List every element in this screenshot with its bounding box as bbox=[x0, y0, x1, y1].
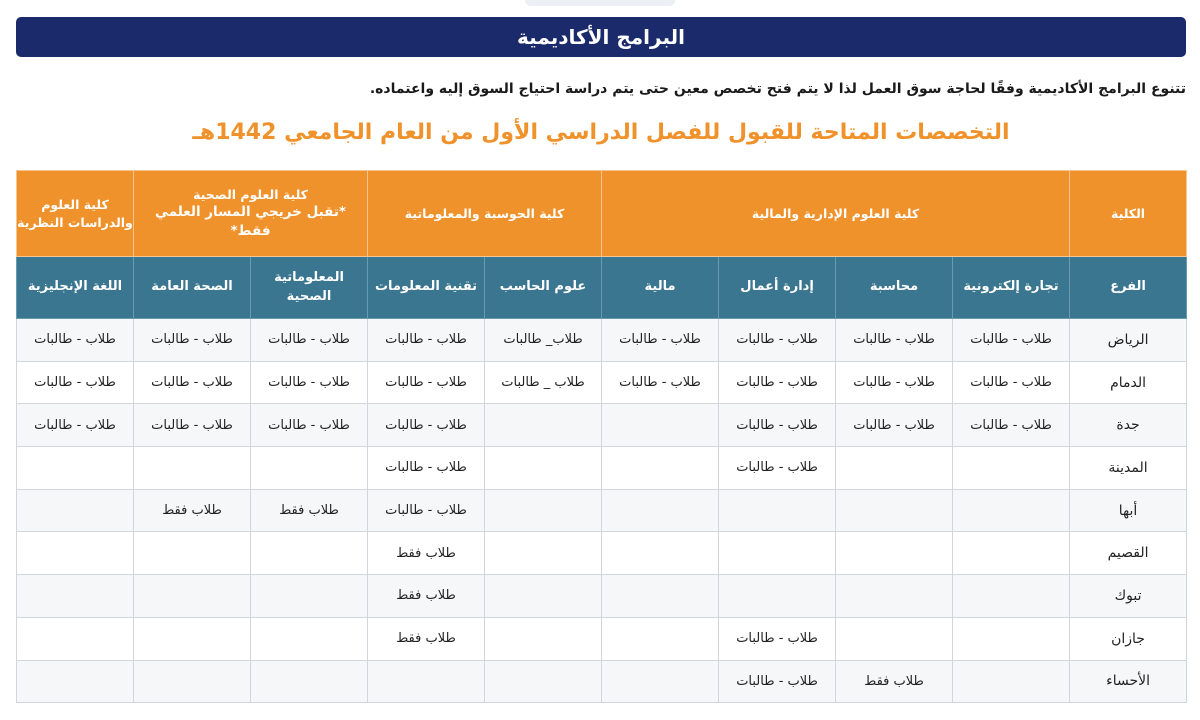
availability-cell: طلاب فقط bbox=[368, 575, 485, 618]
availability-cell bbox=[17, 617, 134, 660]
availability-cell: طلاب - طالبات bbox=[719, 404, 836, 447]
major-header: علوم الحاسب bbox=[485, 257, 602, 319]
page-title: البرامج الأكاديمية bbox=[517, 25, 685, 49]
availability-cell bbox=[17, 532, 134, 575]
availability-cell: طلاب - طالبات bbox=[719, 447, 836, 490]
programs-table-body bbox=[17, 319, 1187, 703]
availability-cell bbox=[719, 489, 836, 532]
availability-cell bbox=[953, 489, 1070, 532]
availability-cell: طلاب - طالبات bbox=[134, 361, 251, 404]
table-row bbox=[17, 489, 1187, 532]
availability-cell bbox=[602, 447, 719, 490]
availability-cell bbox=[134, 575, 251, 618]
availability-cell: طلاب _ طالبات bbox=[485, 361, 602, 404]
availability-cell: طلاب - طالبات bbox=[953, 361, 1070, 404]
availability-cell: طلاب - طالبات bbox=[602, 319, 719, 362]
availability-cell: طلاب فقط bbox=[368, 617, 485, 660]
availability-cell: طلاب - طالبات bbox=[368, 319, 485, 362]
branch-city-cell: تبوك bbox=[1070, 575, 1187, 618]
availability-cell: طلاب - طالبات bbox=[602, 361, 719, 404]
table-row bbox=[17, 617, 1187, 660]
major-header: محاسبة bbox=[836, 257, 953, 319]
table-row bbox=[17, 447, 1187, 490]
major-header: اللغة الإنجليزية bbox=[17, 257, 134, 319]
availability-cell bbox=[836, 447, 953, 490]
availability-cell bbox=[251, 575, 368, 618]
availability-cell: طلاب - طالبات bbox=[251, 404, 368, 447]
availability-cell bbox=[251, 532, 368, 575]
availability-cell: طلاب - طالبات bbox=[953, 404, 1070, 447]
availability-cell bbox=[485, 660, 602, 703]
availability-cell bbox=[485, 489, 602, 532]
availability-cell: طلاب - طالبات bbox=[836, 361, 953, 404]
availability-cell bbox=[719, 575, 836, 618]
college-header-admin-finance: كلية العلوم الإدارية والمالية bbox=[602, 171, 1070, 257]
major-header: تجارة إلكترونية bbox=[953, 257, 1070, 319]
availability-cell bbox=[485, 575, 602, 618]
college-header-health bbox=[134, 171, 368, 257]
availability-cell bbox=[17, 489, 134, 532]
major-header: إدارة أعمال bbox=[719, 257, 836, 319]
major-header: المعلوماتية الصحية bbox=[251, 257, 368, 319]
table-row bbox=[17, 404, 1187, 447]
availability-cell bbox=[368, 660, 485, 703]
branch-city-cell: جدة bbox=[1070, 404, 1187, 447]
section-heading: التخصصات المتاحة للقبول للفصل الدراسي الأول من العام الجامعي 1442هـ bbox=[192, 120, 1010, 145]
availability-cell bbox=[251, 617, 368, 660]
college-name-health: كلية العلوم الصحية bbox=[193, 186, 308, 202]
availability-cell bbox=[17, 575, 134, 618]
availability-cell: طلاب_ طالبات bbox=[485, 319, 602, 362]
availability-cell: طلاب - طالبات bbox=[368, 361, 485, 404]
availability-cell: طلاب - طالبات bbox=[368, 447, 485, 490]
college-column-header: الكلية bbox=[1070, 171, 1187, 257]
availability-cell bbox=[836, 617, 953, 660]
availability-cell bbox=[602, 660, 719, 703]
availability-cell bbox=[602, 617, 719, 660]
availability-cell bbox=[251, 660, 368, 703]
top-notch-decoration bbox=[525, 0, 675, 6]
branch-column-header: الفرع bbox=[1070, 257, 1187, 319]
availability-cell bbox=[602, 575, 719, 618]
availability-cell: طلاب - طالبات bbox=[719, 617, 836, 660]
availability-cell bbox=[953, 532, 1070, 575]
availability-cell: طلاب - طالبات bbox=[134, 404, 251, 447]
availability-cell: طلاب - طالبات bbox=[836, 404, 953, 447]
availability-cell bbox=[602, 532, 719, 575]
college-header-science-theory: كلية العلوم والدراسات النظرية bbox=[17, 171, 134, 257]
availability-cell bbox=[836, 532, 953, 575]
major-header: تقنية المعلومات bbox=[368, 257, 485, 319]
availability-cell bbox=[134, 532, 251, 575]
branch-city-cell: جازان bbox=[1070, 617, 1187, 660]
availability-cell: طلاب - طالبات bbox=[134, 319, 251, 362]
major-header: الصحة العامة bbox=[134, 257, 251, 319]
availability-cell: طلاب - طالبات bbox=[719, 660, 836, 703]
availability-cell bbox=[719, 532, 836, 575]
availability-cell bbox=[17, 447, 134, 490]
availability-cell: طلاب - طالبات bbox=[719, 319, 836, 362]
availability-cell bbox=[953, 660, 1070, 703]
availability-cell: طلاب - طالبات bbox=[368, 404, 485, 447]
page-title-bar bbox=[16, 17, 1186, 57]
college-header-computing: كلية الحوسبة والمعلوماتية bbox=[368, 171, 602, 257]
availability-cell: طلاب - طالبات bbox=[251, 319, 368, 362]
availability-cell bbox=[953, 617, 1070, 660]
availability-cell bbox=[134, 617, 251, 660]
availability-cell: طلاب فقط bbox=[251, 489, 368, 532]
college-note-health: *تقبل خريجي المسار العلمي فقط* bbox=[155, 204, 346, 240]
table-row bbox=[17, 575, 1187, 618]
major-header-row bbox=[17, 257, 1187, 319]
availability-cell bbox=[953, 575, 1070, 618]
availability-cell: طلاب فقط bbox=[836, 660, 953, 703]
availability-cell bbox=[953, 447, 1070, 490]
availability-cell: طلاب - طالبات bbox=[368, 489, 485, 532]
branch-city-cell: الأحساء bbox=[1070, 660, 1187, 703]
programs-table bbox=[16, 170, 1187, 703]
availability-cell: طلاب - طالبات bbox=[251, 361, 368, 404]
intro-text: تتنوع البرامج الأكاديمية وفقًا لحاجة سوق العمل لذا لا يتم فتح تخصص معين حتى يتم دراسة احتياج السوق إليه واعتماده. bbox=[369, 81, 1186, 97]
availability-cell bbox=[836, 489, 953, 532]
branch-city-cell: القصيم bbox=[1070, 532, 1187, 575]
table-row bbox=[17, 361, 1187, 404]
availability-cell: طلاب - طالبات bbox=[17, 361, 134, 404]
availability-cell: طلاب - طالبات bbox=[953, 319, 1070, 362]
availability-cell bbox=[251, 447, 368, 490]
availability-cell bbox=[134, 660, 251, 703]
table-row bbox=[17, 532, 1187, 575]
branch-city-cell: الدمام bbox=[1070, 361, 1187, 404]
availability-cell bbox=[485, 447, 602, 490]
availability-cell bbox=[836, 575, 953, 618]
availability-cell bbox=[485, 532, 602, 575]
availability-cell: طلاب فقط bbox=[134, 489, 251, 532]
branch-city-cell: الرياض bbox=[1070, 319, 1187, 362]
availability-cell: طلاب - طالبات bbox=[17, 319, 134, 362]
availability-cell bbox=[485, 617, 602, 660]
availability-cell bbox=[602, 404, 719, 447]
availability-cell: طلاب - طالبات bbox=[836, 319, 953, 362]
branch-city-cell: المدينة bbox=[1070, 447, 1187, 490]
availability-cell: طلاب - طالبات bbox=[17, 404, 134, 447]
availability-cell bbox=[134, 447, 251, 490]
table-row bbox=[17, 660, 1187, 703]
table-row bbox=[17, 319, 1187, 362]
branch-city-cell: أبها bbox=[1070, 489, 1187, 532]
availability-cell: طلاب فقط bbox=[368, 532, 485, 575]
availability-cell bbox=[17, 660, 134, 703]
availability-cell bbox=[602, 489, 719, 532]
major-header: مالية bbox=[602, 257, 719, 319]
availability-cell: طلاب - طالبات bbox=[719, 361, 836, 404]
availability-cell bbox=[485, 404, 602, 447]
college-header-row bbox=[17, 171, 1187, 257]
